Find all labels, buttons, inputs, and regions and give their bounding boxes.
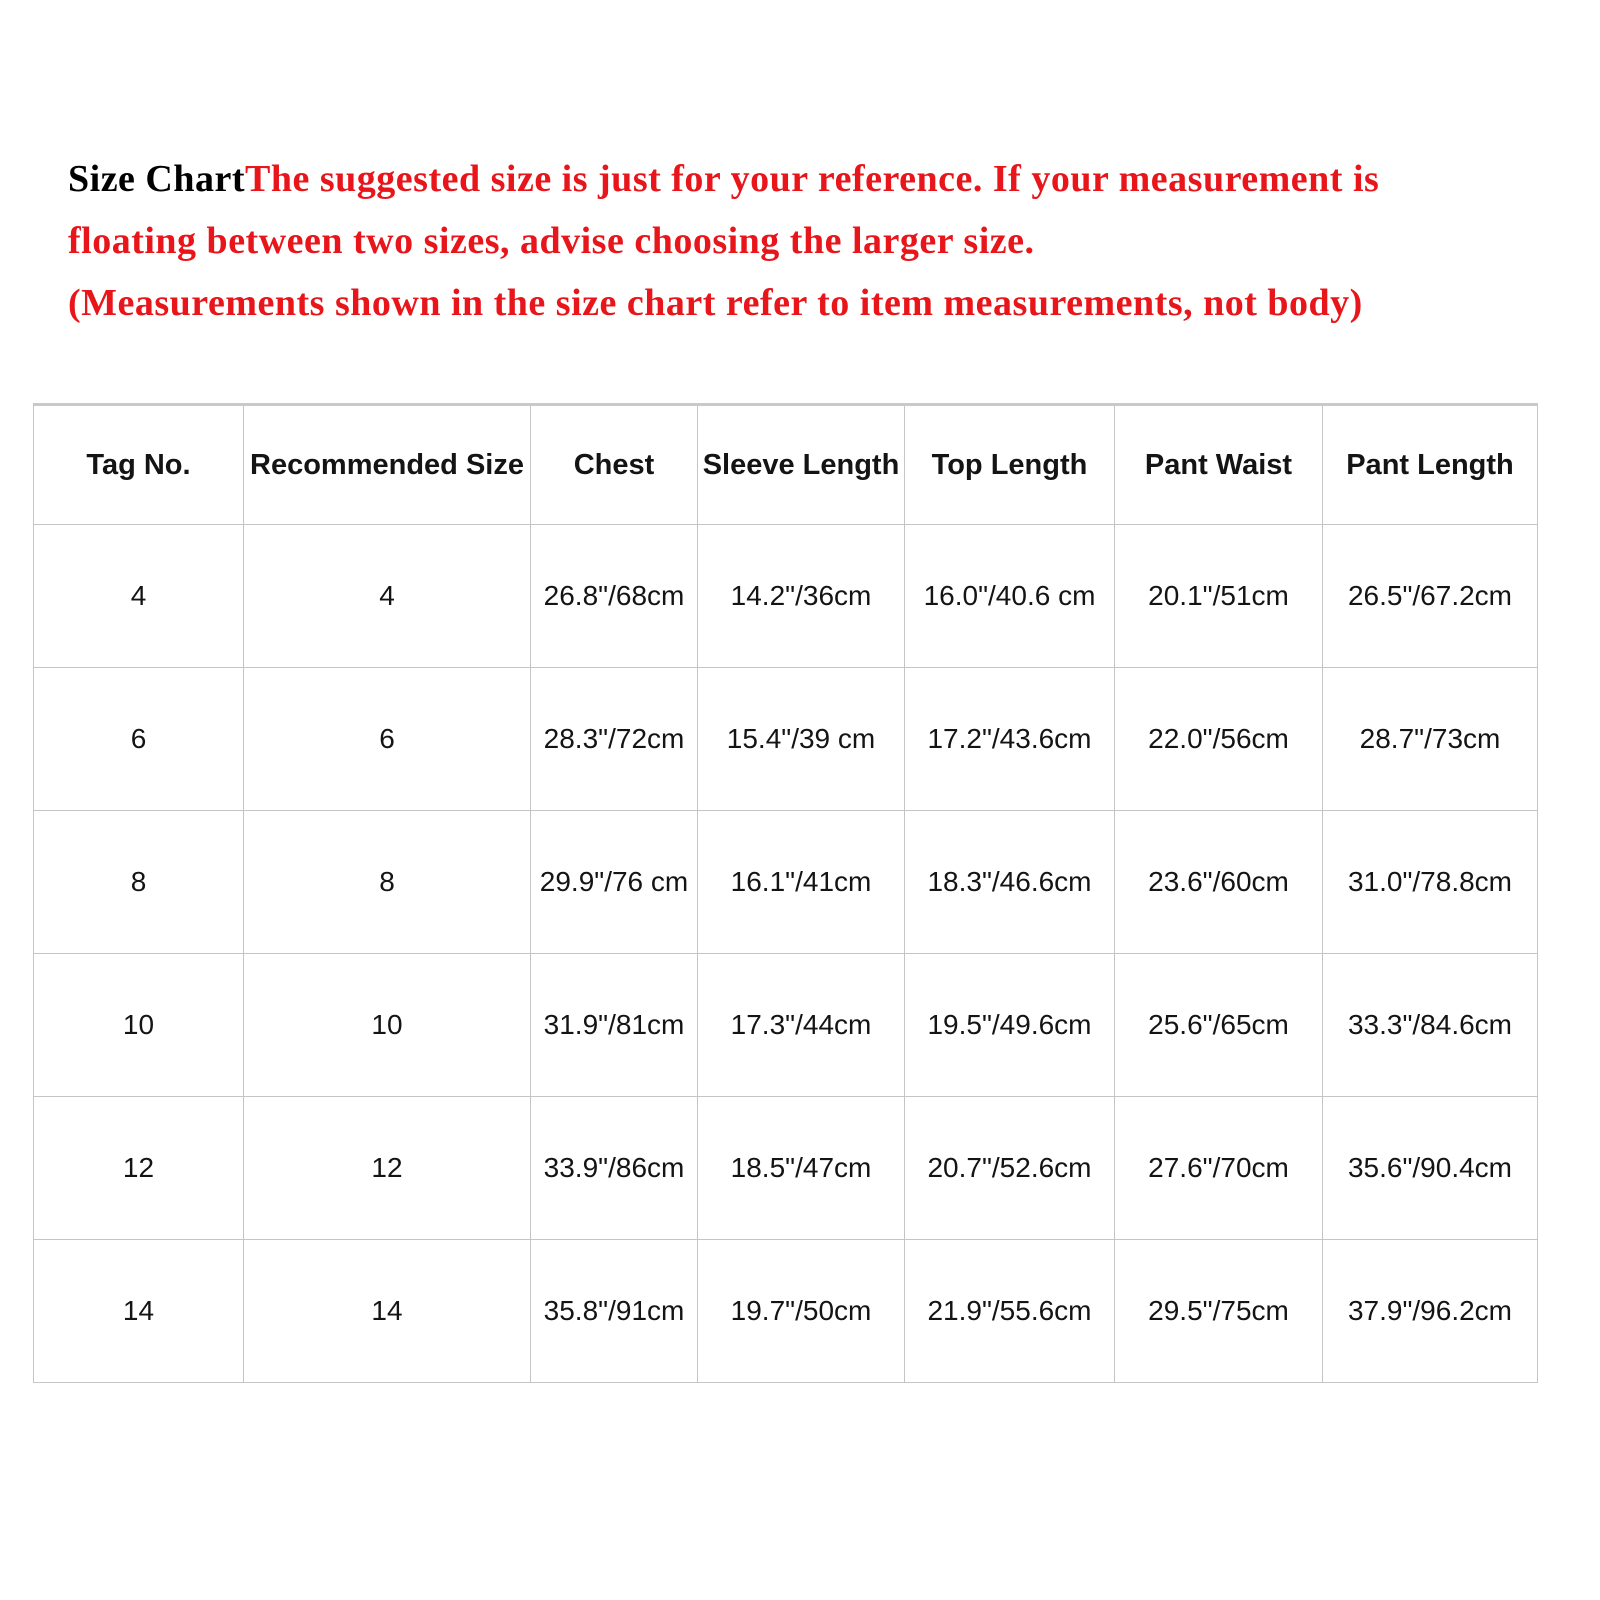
cell-tag-no: 12 bbox=[34, 1097, 244, 1240]
cell-top-length: 21.9"/55.6cm bbox=[905, 1240, 1115, 1383]
table-row-size-6 bbox=[34, 668, 1538, 811]
cell-pant-waist: 20.1"/51cm bbox=[1115, 525, 1323, 668]
cell-pant-waist: 27.6"/70cm bbox=[1115, 1097, 1323, 1240]
cell-top-length: 16.0"/40.6 cm bbox=[905, 525, 1115, 668]
cell-chest: 31.9"/81cm bbox=[531, 954, 698, 1097]
cell-pant-length: 35.6"/90.4cm bbox=[1323, 1097, 1538, 1240]
cell-tag-no: 4 bbox=[34, 525, 244, 668]
cell-recommended-size: 4 bbox=[244, 525, 531, 668]
intro-line-1 bbox=[68, 148, 1528, 210]
cell-chest: 35.8"/91cm bbox=[531, 1240, 698, 1383]
cell-top-length: 17.2"/43.6cm bbox=[905, 668, 1115, 811]
column-header-pant-waist: Pant Waist bbox=[1115, 405, 1323, 525]
column-header-chest: Chest bbox=[531, 405, 698, 525]
size-chart-table bbox=[33, 403, 1538, 1383]
cell-top-length: 18.3"/46.6cm bbox=[905, 811, 1115, 954]
cell-pant-waist: 22.0"/56cm bbox=[1115, 668, 1323, 811]
cell-tag-no: 10 bbox=[34, 954, 244, 1097]
cell-top-length: 20.7"/52.6cm bbox=[905, 1097, 1115, 1240]
cell-tag-no: 14 bbox=[34, 1240, 244, 1383]
column-header-top-length: Top Length bbox=[905, 405, 1115, 525]
cell-pant-waist: 29.5"/75cm bbox=[1115, 1240, 1323, 1383]
cell-sleeve-length: 16.1"/41cm bbox=[698, 811, 905, 954]
intro-red-segment-1: The suggested size is just for your reference. If your measurement is bbox=[245, 158, 1380, 200]
cell-pant-length: 37.9"/96.2cm bbox=[1323, 1240, 1538, 1383]
table-row-size-10 bbox=[34, 954, 1538, 1097]
cell-sleeve-length: 19.7"/50cm bbox=[698, 1240, 905, 1383]
table-row-size-8 bbox=[34, 811, 1538, 954]
column-header-sleeve-length: Sleeve Length bbox=[698, 405, 905, 525]
cell-tag-no: 6 bbox=[34, 668, 244, 811]
cell-recommended-size: 12 bbox=[244, 1097, 531, 1240]
cell-sleeve-length: 17.3"/44cm bbox=[698, 954, 905, 1097]
cell-pant-waist: 25.6"/65cm bbox=[1115, 954, 1323, 1097]
cell-pant-length: 33.3"/84.6cm bbox=[1323, 954, 1538, 1097]
cell-sleeve-length: 18.5"/47cm bbox=[698, 1097, 905, 1240]
intro-red-segment-2: floating between two sizes, advise choosing the larger size. bbox=[68, 220, 1035, 262]
cell-recommended-size: 14 bbox=[244, 1240, 531, 1383]
intro-red-segment-3: (Measurements shown in the size chart refer to item measurements, not body) bbox=[68, 282, 1363, 324]
cell-top-length: 19.5"/49.6cm bbox=[905, 954, 1115, 1097]
cell-chest: 26.8"/68cm bbox=[531, 525, 698, 668]
cell-sleeve-length: 15.4"/39 cm bbox=[698, 668, 905, 811]
column-header-tag-no: Tag No. bbox=[34, 405, 244, 525]
cell-pant-length: 28.7"/73cm bbox=[1323, 668, 1538, 811]
column-header-recommended-size: Recommended Size bbox=[244, 405, 531, 525]
column-header-pant-length: Pant Length bbox=[1323, 405, 1538, 525]
cell-pant-waist: 23.6"/60cm bbox=[1115, 811, 1323, 954]
cell-chest: 28.3"/72cm bbox=[531, 668, 698, 811]
cell-recommended-size: 6 bbox=[244, 668, 531, 811]
cell-pant-length: 26.5"/67.2cm bbox=[1323, 525, 1538, 668]
cell-recommended-size: 8 bbox=[244, 811, 531, 954]
table-row-size-14 bbox=[34, 1240, 1538, 1383]
cell-pant-length: 31.0"/78.8cm bbox=[1323, 811, 1538, 954]
cell-chest: 29.9"/76 cm bbox=[531, 811, 698, 954]
table-header-row bbox=[34, 405, 1538, 525]
table-row-size-4 bbox=[34, 525, 1538, 668]
cell-sleeve-length: 14.2"/36cm bbox=[698, 525, 905, 668]
table-row-size-12 bbox=[34, 1097, 1538, 1240]
intro-text-block bbox=[68, 148, 1528, 334]
page-title: Size Chart bbox=[68, 158, 246, 200]
cell-tag-no: 8 bbox=[34, 811, 244, 954]
cell-chest: 33.9"/86cm bbox=[531, 1097, 698, 1240]
cell-recommended-size: 10 bbox=[244, 954, 531, 1097]
